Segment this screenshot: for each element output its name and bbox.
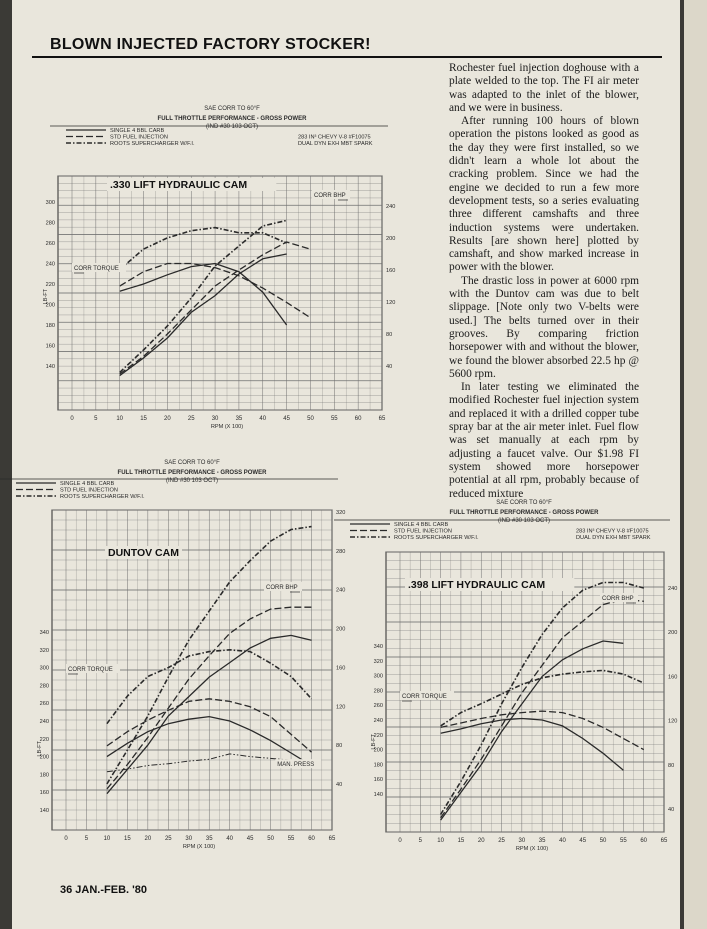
chart-header-ind: (IND #30 103 OCT) xyxy=(497,518,551,524)
bhp-tick-label: 240 xyxy=(386,204,396,210)
torque-tick-label: 340 xyxy=(39,630,49,636)
y-axis-label: LB-FT xyxy=(37,741,43,757)
torque-tick-label: 300 xyxy=(39,665,49,672)
x-tick-label: 0 xyxy=(398,838,402,844)
x-tick-label: 0 xyxy=(70,416,74,422)
x-tick-label: 5 xyxy=(94,416,98,422)
x-axis-label: RPM (X 100) xyxy=(515,846,549,852)
x-tick-label: 35 xyxy=(538,838,546,844)
bhp-tick-label: 160 xyxy=(668,674,678,681)
engine-spec-label: DUAL DYN EXH MBT SPARK xyxy=(298,141,373,147)
bhp-tick-label: 80 xyxy=(668,762,675,769)
chart-header-sae: SAE CORR TO 60°F xyxy=(204,106,260,112)
x-tick-label: 25 xyxy=(498,838,505,844)
engine-spec-label: DUAL DYN EXH MBT SPARK xyxy=(576,535,651,541)
x-tick-label: 40 xyxy=(559,838,566,844)
x-tick-label: 15 xyxy=(140,416,147,422)
corr-bhp-label: CORR BHP xyxy=(314,193,346,199)
torque-tick-label: 340 xyxy=(373,644,383,650)
x-tick-label: 50 xyxy=(307,416,314,422)
x-tick-label: 40 xyxy=(226,836,234,842)
bhp-tick-label: 200 xyxy=(386,236,396,242)
torque-tick-label: 160 xyxy=(373,777,383,784)
torque-tick-label: 180 xyxy=(373,762,383,769)
corr-torque-label: CORR TORQUE xyxy=(68,667,113,673)
bhp-tick-label: 160 xyxy=(386,268,396,274)
bhp-tick-label: 40 xyxy=(336,782,343,788)
chart-duntov-cam xyxy=(22,452,382,857)
magazine-page xyxy=(12,0,680,929)
torque-tick-label: 160 xyxy=(39,790,49,797)
bhp-tick-label: 240 xyxy=(668,586,678,592)
y-axis-label: LB-FT xyxy=(371,734,377,750)
x-tick-label: 65 xyxy=(660,838,668,844)
x-tick-label: 20 xyxy=(477,838,485,844)
torque-tick-label: 260 xyxy=(45,241,55,247)
x-tick-label: 50 xyxy=(267,836,274,842)
legend-label: ROOTS SUPERCHARGER W/F.I. xyxy=(394,535,479,541)
x-tick-label: 15 xyxy=(457,838,465,844)
legend-label: STD FUEL INJECTION xyxy=(60,487,118,494)
bhp-tick-label: 120 xyxy=(386,300,396,306)
article-paragraph: The drastic loss in power at 6000 rpm with the Duntov cam was due to belt slippage. [Note only two V-belts were used.] The belts turned over in their grooves. By comparing friction horsepower with and without the blower, we found the blower absorbed 22.5 hp @ 5600 rpm. xyxy=(449,274,639,380)
torque-tick-label: 220 xyxy=(45,282,55,288)
x-tick-label: 30 xyxy=(518,838,526,844)
bhp-tick-label: 80 xyxy=(336,743,343,750)
torque-tick-label: 200 xyxy=(39,754,49,761)
engine-spec-label: 283 IN³ CHEVY V-8 #F10075 xyxy=(298,134,371,141)
headline-rule xyxy=(32,56,662,58)
legend-label: SINGLE 4 BBL CARB xyxy=(60,481,115,487)
x-tick-label: 55 xyxy=(620,838,627,844)
x-tick-label: 55 xyxy=(330,416,338,422)
x-tick-label: 10 xyxy=(103,836,111,842)
x-tick-label: 40 xyxy=(259,416,267,422)
chart-header-title: FULL THROTTLE PERFORMANCE - GROSS POWER xyxy=(449,510,599,516)
x-tick-label: 25 xyxy=(187,416,195,422)
torque-tick-label: 140 xyxy=(45,364,55,370)
chart-header-sae: SAE CORR TO 60°F xyxy=(164,460,220,466)
bhp-tick-label: 200 xyxy=(668,630,678,637)
facing-page-edge xyxy=(684,0,707,929)
bhp-tick-label: 240 xyxy=(336,587,346,594)
x-tick-label: 60 xyxy=(354,416,362,422)
x-tick-label: 30 xyxy=(211,416,219,422)
bhp-tick-label: 40 xyxy=(668,807,675,813)
bhp-tick-label: 40 xyxy=(386,364,393,370)
torque-tick-label: 280 xyxy=(373,688,383,695)
bhp-tick-label: 120 xyxy=(336,704,346,711)
torque-tick-label: 140 xyxy=(39,808,49,814)
man-press-label: MAN. PRESS xyxy=(277,762,315,769)
x-tick-label: 10 xyxy=(437,838,444,844)
chart-header-ind: (IND #30 103 OCT) xyxy=(165,478,219,484)
article-paragraph: In later testing we eliminated the modified Rochester fuel injection system and replaced it with a drilled copper tube spray bar at the air meter inlet. Fuel flow was set manually at each rpm by adjusting a faucet valve. Our $1.98 FI system showed more horsepower potential at all rpm, probably because of reduced mixture xyxy=(449,381,639,500)
corr-torque-label: CORR TORQUE xyxy=(402,694,447,700)
x-tick-label: 25 xyxy=(164,836,172,842)
bhp-tick-label: 80 xyxy=(386,332,393,338)
x-tick-label: 50 xyxy=(599,838,607,844)
x-tick-label: 20 xyxy=(164,416,171,422)
corr-torque-label: CORR TORQUE xyxy=(74,266,119,272)
torque-tick-label: 320 xyxy=(373,658,383,665)
legend-label: ROOTS SUPERCHARGER W/F.I. xyxy=(60,494,145,500)
x-tick-label: 10 xyxy=(116,416,124,422)
chart-title: .398 LIFT HYDRAULIC CAM xyxy=(408,579,546,591)
torque-tick-label: 260 xyxy=(373,703,383,710)
torque-tick-label: 280 xyxy=(39,683,49,690)
page-folio: 36 JAN.-FEB. '80 xyxy=(60,884,147,896)
chart-title: DUNTOV CAM xyxy=(108,547,179,559)
chart-header-title: FULL THROTTLE PERFORMANCE - GROSS POWER xyxy=(117,470,267,476)
legend-label: SINGLE 4 BBL CARB xyxy=(110,128,165,134)
legend-label: STD FUEL INJECTION xyxy=(394,528,452,535)
chart-header-ind: (IND #30 103 OCT) xyxy=(205,124,259,130)
bhp-tick-label: 280 xyxy=(336,548,346,555)
torque-tick-label: 280 xyxy=(45,220,55,227)
article-column xyxy=(449,62,639,501)
torque-tick-label: 240 xyxy=(373,718,383,724)
x-tick-label: 65 xyxy=(328,836,336,842)
torque-tick-label: 180 xyxy=(45,323,55,329)
x-tick-label: 35 xyxy=(205,836,213,842)
x-tick-label: 5 xyxy=(418,838,422,844)
chart-header-sae: SAE CORR TO 60°F xyxy=(496,500,552,506)
torque-tick-label: 320 xyxy=(39,647,49,654)
chart-398-lift-cam xyxy=(371,492,684,857)
bhp-tick-label: 200 xyxy=(336,626,346,633)
x-axis-label: RPM (X 100) xyxy=(182,844,216,850)
bhp-tick-label: 320 xyxy=(336,510,346,516)
x-tick-label: 15 xyxy=(124,836,131,842)
torque-tick-label: 300 xyxy=(45,200,55,206)
torque-tick-label: 260 xyxy=(39,701,49,708)
x-tick-label: 60 xyxy=(308,836,315,842)
x-tick-label: 55 xyxy=(287,836,295,842)
x-tick-label: 60 xyxy=(640,838,648,844)
engine-spec-label: 283 IN³ CHEVY V-8 #F10075 xyxy=(576,528,649,535)
x-tick-label: 30 xyxy=(185,836,193,842)
x-tick-label: 45 xyxy=(246,836,254,842)
x-tick-label: 0 xyxy=(64,836,68,842)
article-paragraph: After running 100 hours of blown operation the pistons looked as good as the day they were first installed, so we didn't learn a whole lot about the cracking problem. Since we had the engine we decided to run a few more development tests, so a series evaluating three different camshafts and three induction systems were undertaken. Results [are shown here] plotted by camshaft, and show marked increase in power with the blower. xyxy=(449,115,639,274)
legend-label: ROOTS SUPERCHARGER W/F.I. xyxy=(110,141,195,147)
x-axis-label: RPM (X 100) xyxy=(210,424,244,430)
torque-tick-label: 220 xyxy=(373,732,383,739)
x-tick-label: 65 xyxy=(378,416,386,422)
legend-label: SINGLE 4 BBL CARB xyxy=(394,522,449,528)
article-paragraph: Rochester fuel injection doghouse with a plate welded to the top. The FI air meter was adapted to the inlet of the blower, and we were in business. xyxy=(449,62,639,114)
chart-title: .330 LIFT HYDRAULIC CAM xyxy=(110,179,248,191)
torque-tick-label: 240 xyxy=(39,719,49,725)
article-headline: BLOWN INJECTED FACTORY STOCKER! xyxy=(50,36,371,53)
legend-label: STD FUEL INJECTION xyxy=(110,134,168,141)
torque-tick-label: 300 xyxy=(373,673,383,680)
x-tick-label: 20 xyxy=(144,836,152,842)
chart-header-title: FULL THROTTLE PERFORMANCE - GROSS POWER xyxy=(157,116,307,122)
x-tick-label: 45 xyxy=(283,416,290,422)
x-tick-label: 5 xyxy=(84,836,89,842)
x-tick-label: 35 xyxy=(235,416,243,422)
bhp-tick-label: 120 xyxy=(668,718,678,725)
torque-tick-label: 220 xyxy=(39,736,49,743)
torque-tick-label: 180 xyxy=(39,772,49,779)
chart-330-lift-cam xyxy=(43,98,442,440)
torque-tick-label: 200 xyxy=(373,747,383,754)
torque-tick-label: 140 xyxy=(373,792,383,798)
corr-bhp-label: CORR BHP xyxy=(602,596,634,602)
bhp-tick-label: 160 xyxy=(336,665,346,672)
torque-tick-label: 200 xyxy=(45,302,55,309)
corr-bhp-label: CORR BHP xyxy=(266,585,298,591)
torque-tick-label: 160 xyxy=(45,343,55,350)
x-tick-label: 45 xyxy=(579,838,587,844)
torque-tick-label: 240 xyxy=(45,261,55,268)
y-axis-label: LB-FT xyxy=(43,288,49,305)
